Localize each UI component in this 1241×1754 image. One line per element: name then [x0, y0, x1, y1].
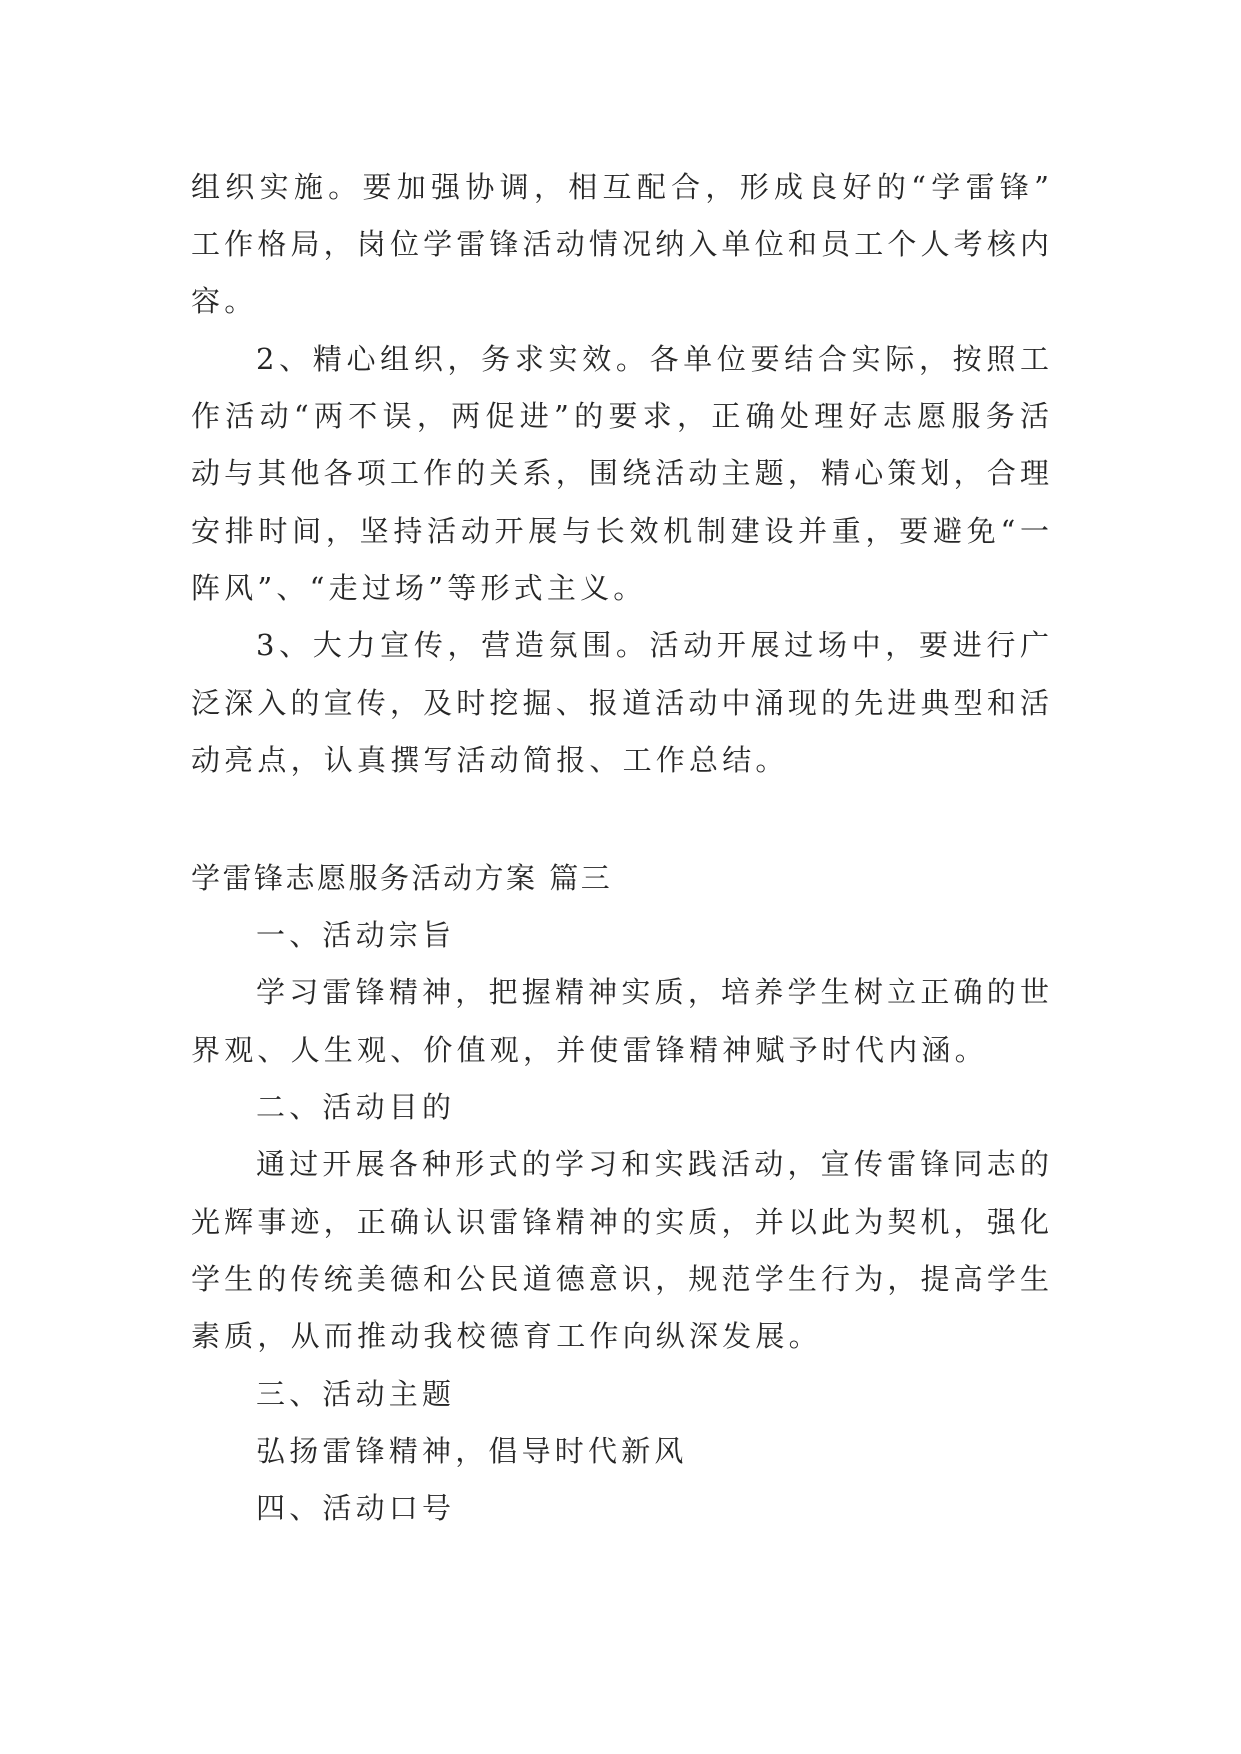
- paragraph-line: 作活动“两不误，两促进”的要求，正确处理好志愿服务活: [191, 399, 1049, 433]
- paragraph-line: 动与其他各项工作的关系，围绕活动主题，精心策划，合理: [191, 456, 1049, 490]
- paragraph-line: 学生的传统美德和公民道德意识，规范学生行为，提高学生: [191, 1262, 1049, 1296]
- paragraph-line: 动亮点，认真撰写活动简报、工作总结。: [191, 743, 789, 777]
- paragraph-line: 弘扬雷锋精神，倡导时代新风: [256, 1434, 688, 1468]
- section-heading: 四、活动口号: [256, 1491, 456, 1525]
- paragraph-line: 3、大力宣传，营造氛围。活动开展过场中，要进行广: [256, 628, 1049, 662]
- paragraph-line: 学习雷锋精神，把握精神实质，培养学生树立正确的世: [256, 975, 1049, 1009]
- paragraph-line: 光辉事迹，正确认识雷锋精神的实质，并以此为契机，强化: [191, 1205, 1049, 1239]
- paragraph-line: 2、精心组织，务求实效。各单位要结合实际，按照工: [256, 342, 1049, 376]
- section-heading: 二、活动目的: [256, 1090, 456, 1124]
- section-heading: 三、活动主题: [256, 1377, 456, 1411]
- paragraph-line: 容。: [191, 284, 258, 318]
- paragraph-line: 阵风”、“走过场”等形式主义。: [191, 571, 647, 605]
- section-title: 学雷锋志愿服务活动方案 篇三: [191, 861, 613, 895]
- paragraph-line: 通过开展各种形式的学习和实践活动，宣传雷锋同志的: [256, 1147, 1049, 1181]
- paragraph-line: 泛深入的宣传，及时挖掘、报道活动中涌现的先进典型和活: [191, 686, 1049, 720]
- paragraph-line: 工作格局，岗位学雷锋活动情况纳入单位和员工个人考核内: [191, 227, 1049, 261]
- paragraph-line: 界观、人生观、价值观，并使雷锋精神赋予时代内涵。: [191, 1033, 988, 1067]
- section-heading: 一、活动宗旨: [256, 918, 456, 952]
- paragraph-line: 组织实施。要加强协调，相互配合，形成良好的“学雷锋”: [191, 170, 1049, 204]
- paragraph-line: 安排时间，坚持活动开展与长效机制建设并重，要避免“一: [191, 514, 1049, 548]
- paragraph-line: 素质，从而推动我校德育工作向纵深发展。: [191, 1319, 822, 1353]
